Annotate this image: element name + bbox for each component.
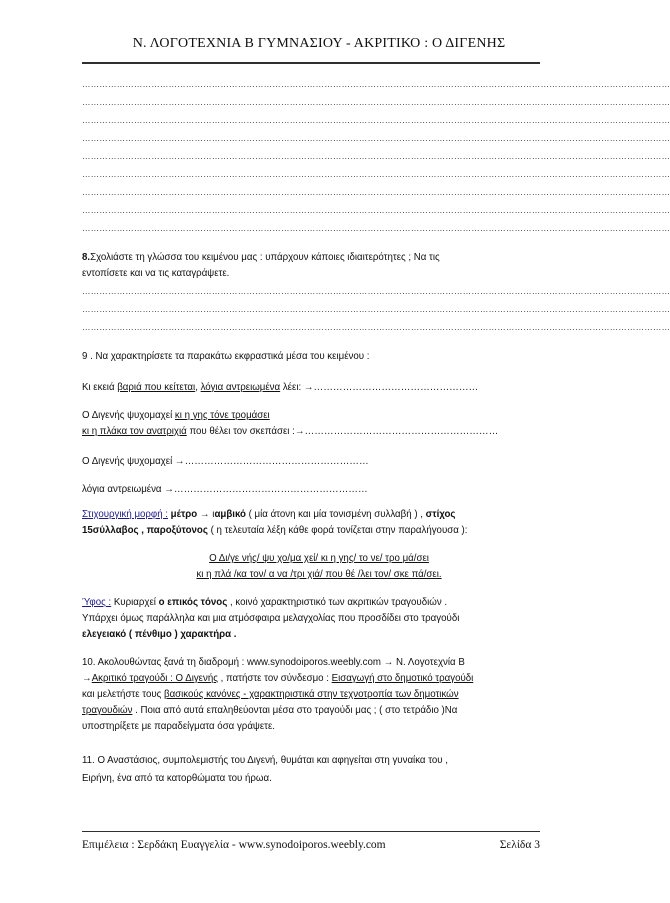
answer-line: …………………………………………………………………………………………………………………………………………………………………………………… xyxy=(82,304,670,314)
quoted-phrase: κι η πλάκα τον ανατριχιά xyxy=(82,426,187,437)
page-header-title: Ν. ΛΟΓΟΤΕΧΝΙΑ Β ΓΥΜΝΑΣΙΟΥ - ΑΚΡΙΤΙΚΟ : Ο ΔΙΓΕΝΗΣ xyxy=(132,36,506,51)
text: και μελετήστε τους xyxy=(82,689,164,700)
text: ( η τελευταία λέξη κάθε φορά τονίζεται στην παραλήγουσα ): xyxy=(207,525,468,536)
verse-scansion-2: κι η πλά /κα τον/ α να /τρι χιά/ που θέ /λει τον/ σκε πά/σει. xyxy=(196,569,442,580)
quoted-phrase: κι η γης τόνε τρομάσει xyxy=(174,410,270,421)
basic-rules-link[interactable]: βασικούς κανόνες - χαρακτηριστικά στην τεχνοτροπία των δημοτικών xyxy=(164,689,459,700)
meter-line2 xyxy=(82,525,467,537)
text: στίχος xyxy=(425,509,456,520)
text: μέτρο xyxy=(167,509,198,520)
question-10-line3 xyxy=(82,689,459,701)
text: Κυριαρχεί xyxy=(111,597,159,608)
question-10-line4 xyxy=(82,705,457,717)
question-9-item-2-line1 xyxy=(82,410,270,422)
question-10-line5: υποστηρίξετε με παραδείγματα όσα γράψετε. xyxy=(82,721,275,732)
answer-line: …………………………………………………………………………………………………………………………………………………………………………………… xyxy=(82,169,670,179)
text: ( μία άτονη και μία τονισμένη συλλαβή ) , xyxy=(245,509,426,520)
answer-line: …………………………………………………………………………………………………………………………………………………………………………………… xyxy=(82,187,670,197)
page-number: Σελίδα 3 xyxy=(499,839,540,851)
text: → ι xyxy=(197,509,215,520)
text: 15σύλλαβος , παροξύτονος xyxy=(82,525,208,536)
footer-credit: Επιμέλεια : Σερδάκη Ευαγγελία - www.synodoiporos.weebly.com xyxy=(82,839,386,851)
arrow: → xyxy=(82,673,92,684)
answer-line: …………………………………………………………………………………………………………………………………………………………………………………… xyxy=(82,97,670,107)
question-9-intro: 9 . Να χαρακτηρίσετε τα παρακάτω εκφραστικά μέσα του κειμένου : xyxy=(82,351,370,362)
question-9-item-2-line2 xyxy=(82,426,498,438)
intro-folk-song-link[interactable]: Εισαγωγή στο δημοτικό τραγούδι xyxy=(331,673,474,684)
quoted-phrase: βαριά που κείτεται xyxy=(117,382,196,393)
answer-line: …………………………………………………………………………………………………………………………………………………………………………………… xyxy=(82,151,670,161)
footer-rule xyxy=(82,831,540,832)
text: Ο Διγενής ψυχομαχεί xyxy=(82,410,175,421)
text: . Ποια από αυτά επαληθεύονται μέσα στο τραγούδι μας ; ( στο τετράδιο )Να xyxy=(132,705,458,716)
question-8-number: 8. xyxy=(82,252,91,263)
question-10-line2 xyxy=(82,673,473,685)
meter-label: Στιχουργική μορφή : xyxy=(82,509,168,520)
text: που θέλει τον σκεπάσει :→…………………………………………………… xyxy=(186,426,499,437)
question-8-line1 xyxy=(82,252,440,264)
answer-line: …………………………………………………………………………………………………………………………………………………………………………………… xyxy=(82,79,670,89)
style-line1 xyxy=(82,597,447,609)
text: Κι εκειά xyxy=(82,382,118,393)
text: , xyxy=(195,382,201,393)
basic-rules-link-cont[interactable]: τραγουδιών xyxy=(82,705,133,716)
text: , κοινό χαρακτηριστικό των ακριτικών τραγουδιών . xyxy=(227,597,448,608)
question-10-line1: 10. Ακολουθώντας ξανά τη διαδρομή : www.synodoiporos.weebly.com → Ν. Λογοτεχνία Β xyxy=(82,657,465,668)
question-9-item-4: λόγια αντρειωμένα →…………………………………………………… xyxy=(82,484,368,495)
question-8-text: Σχολιάστε τη γλώσσα του κειμένου μας : υπάρχουν κάποιες ιδιαιτερότητες ; Να τις xyxy=(90,252,440,263)
akritiko-link[interactable]: Ακριτικό τραγούδι : Ο Διγενής xyxy=(91,673,218,684)
question-11-line2: Ειρήνη, ένα από τα κατορθώματα του ήρωα. xyxy=(82,773,272,784)
answer-line: …………………………………………………………………………………………………………………………………………………………………………………… xyxy=(82,205,670,215)
header-rule xyxy=(82,62,540,64)
question-11-line1: 11. Ο Αναστάσιος, συμπολεμιστής του Διγενή, θυμάται και αφηγείται στη γυναίκα του , xyxy=(82,755,448,766)
verse-scansion-1: Ο Δι/γε νής/ ψυ χο/μα χεί/ κι η γης/ το νε/ τρο μά/σει xyxy=(209,553,429,564)
question-9-item-3: Ο Διγενής ψυχομαχεί →………………………………………………… xyxy=(82,456,369,467)
style-label: Ύφος : xyxy=(82,597,112,608)
answer-line: …………………………………………………………………………………………………………………………………………………………………………………… xyxy=(82,133,670,143)
meter-line1 xyxy=(82,509,455,521)
quoted-phrase: λόγια αντρειωμένα xyxy=(200,382,281,393)
text: , πατήστε τον σύνδεσμο : xyxy=(217,673,332,684)
text: λέει: →…………………………………………… xyxy=(280,382,479,393)
answer-line: …………………………………………………………………………………………………………………………………………………………………………………… xyxy=(82,322,670,332)
style-line2: Υπάρχει όμως παράλληλα και μια ατμόσφαιρα μελαγχολίας που προσδίδει στο τραγούδι xyxy=(82,613,460,624)
question-8-line2: εντοπίσετε και να τις καταγράψετε. xyxy=(82,268,230,279)
answer-line: …………………………………………………………………………………………………………………………………………………………………………………… xyxy=(82,286,670,296)
style-line3: ελεγειακό ( πένθιμο ) χαρακτήρα . xyxy=(82,629,237,640)
text: ο επικός τόνος xyxy=(158,597,228,608)
question-9-item-1 xyxy=(82,382,478,394)
answer-line: …………………………………………………………………………………………………………………………………………………………………………………… xyxy=(82,115,670,125)
answer-line: …………………………………………………………………………………………………………………………………………………………………………………… xyxy=(82,223,670,233)
text: αμβικό xyxy=(214,509,246,520)
